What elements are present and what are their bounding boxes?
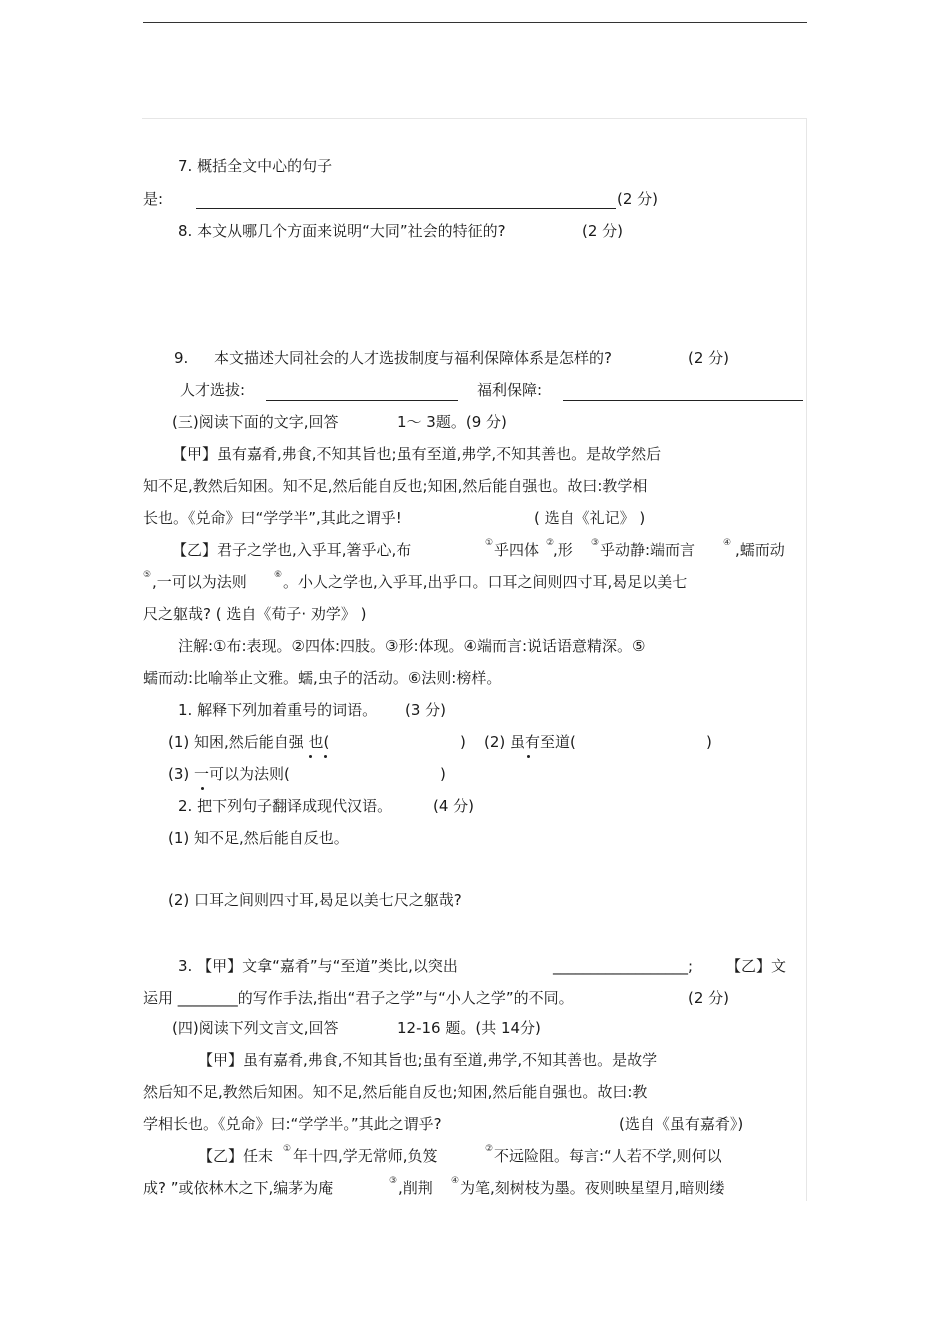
s3-q2-score: (4 分) (433, 797, 475, 815)
s3-jia-source: ( 选自《礼记》 ) (534, 509, 646, 527)
s3-yi-line-1e: ,蠕而动 (735, 541, 785, 559)
s4-yi-line-2c: 为笔,刻树枝为墨。夜则映星望月,暗则缕 (460, 1179, 725, 1197)
emphasis-dot-qiang (309, 755, 312, 758)
footnote-marker-1: ① (485, 538, 494, 548)
s3-q1-item-2[interactable]: (2) 虽有至道( (484, 733, 576, 751)
q7-prompt-cont: 是: (143, 190, 164, 208)
s3-yi-line-1a: 【乙】君子之学也,入乎耳,箸乎心,布 (172, 541, 412, 559)
s4-heading: (四)阅读下列文言文,回答 (172, 1019, 339, 1037)
s3-q1-item-1-close: ) (460, 733, 466, 751)
footnote-marker-6: ⑥ (274, 570, 283, 580)
s4-yi-line-1c: 不远险阻。每言:“人若不学,则何以 (494, 1147, 722, 1165)
s4-yi-line-2b: ,削荆 (398, 1179, 433, 1197)
s3-q3-prompt: 3. 【甲】文拿“嘉肴”与“至道”类比,以突出 (178, 957, 458, 975)
s4-yi-line-1a: 【乙】任末 (198, 1147, 274, 1165)
s3-q3-score: (2 分) (688, 989, 730, 1007)
q7-score: (2 分) (617, 190, 659, 208)
q7-prompt: 7. 概括全文中心的句子 (178, 157, 333, 175)
s3-q2-prompt: 2. 把下列句子翻译成现代汉语。 (178, 797, 393, 815)
q8-score: (2 分) (582, 222, 624, 240)
footnote-marker-3: ③ (591, 538, 600, 548)
s4-footnote-marker-4: ④ (451, 1176, 460, 1186)
s4-footnote-marker-1: ① (283, 1144, 292, 1154)
s3-q1-item-2-close: ) (706, 733, 712, 751)
q9-welfare-answer-line[interactable] (563, 400, 803, 401)
q9-talent-label: 人才选拔: (180, 381, 246, 399)
s3-heading: (三)阅读下面的文字,回答 (172, 413, 339, 431)
s3-jia-line-1: 【甲】虽有嘉肴,弗食,不知其旨也;虽有至道,弗学,不知其善也。是故学然后 (172, 445, 662, 463)
page-top-rule (143, 22, 807, 23)
q7-answer-line[interactable] (196, 208, 616, 209)
s4-jia-source: (选自《虽有嘉肴》) (619, 1115, 744, 1133)
s3-yi-line-3: 尺之躯哉? ( 选自《荀子· 劝学》 ) (143, 605, 367, 623)
s3-q3-prompt-b: 【乙】文 (726, 957, 787, 975)
emphasis-dot-sui (527, 755, 530, 758)
s3-jia-line-3: 长也。《兑命》曰“学学半”,其此之谓乎! (143, 509, 402, 527)
footnote-marker-5: ⑤ (143, 570, 152, 580)
s3-q1-item-3-close: ) (440, 765, 446, 783)
s3-heading-range: 1～ 3题。(9 分) (397, 413, 507, 431)
q9-number: 9. (174, 349, 189, 367)
q9-talent-answer-line[interactable] (266, 400, 458, 401)
s3-yi-line-1c: ,形 (553, 541, 573, 559)
s4-footnote-marker-2: ② (485, 1144, 494, 1154)
s3-yi-line-2b: 。小人之学也,入乎耳,出乎口。口耳之间则四寸耳,曷足以美七 (283, 573, 688, 591)
footnote-marker-2: ② (546, 538, 555, 548)
s3-yi-line-2a: ,一可以为法则 (152, 573, 247, 591)
s3-q1-item-1[interactable]: (1) 知困,然后能自强 也( (168, 733, 330, 751)
s3-q1-item-3[interactable]: (3) 一可以为法则( (168, 765, 290, 783)
s3-q1-score: (3 分) (405, 701, 447, 719)
q8-prompt: 8. 本文从哪几个方面来说明“大同”社会的特征的? (178, 222, 506, 240)
q9-welfare-label: 福利保障: (477, 381, 543, 399)
emphasis-dot-yi (201, 787, 204, 790)
s3-yi-line-1b: 乎四体 (494, 541, 540, 559)
s3-q2-item-1: (1) 知不足,然后能自反也。 (168, 829, 349, 847)
s3-q3-prompt-cont[interactable]: 运用 ________的写作手法,指出“君子之学”与“小人之学”的不同。 (143, 989, 574, 1007)
emphasis-dot-ye (324, 755, 327, 758)
q9-prompt: 本文描述大同社会的人才选拔制度与福利保障体系是怎样的? (214, 349, 612, 367)
s4-heading-range: 12-16 题。(共 14分) (397, 1019, 541, 1037)
s4-jia-line-1: 【甲】虽有嘉肴,弗食,不知其旨也;虽有至道,弗学,不知其善也。是故学 (198, 1051, 658, 1069)
s3-yi-line-1d: 乎动静:端而言 (600, 541, 696, 559)
s4-footnote-marker-3: ③ (389, 1176, 398, 1186)
s3-q1-prompt: 1. 解释下列加着重号的词语。 (178, 701, 378, 719)
s4-jia-line-3: 学相长也。《兑命》曰:“学学半。”其此之谓乎? (143, 1115, 442, 1133)
content-frame (142, 118, 807, 1201)
s4-jia-line-2: 然后知不足,教然后知困。知不足,然后能自反也;知困,然后能自强也。故曰:教 (143, 1083, 648, 1101)
s4-yi-line-1b: 年十四,学无常师,负笈 (293, 1147, 438, 1165)
s3-notes-line-1: 注解:①布:表现。②四体:四肢。③形:体现。④端而言:说话语意精深。⑤ (178, 637, 646, 655)
q9-score: (2 分) (688, 349, 730, 367)
s4-yi-line-2a: 成? ”或依林木之下,编茅为庵 (143, 1179, 334, 1197)
footnote-marker-4: ④ (723, 538, 732, 548)
s3-q3-blank[interactable]: __________________; (553, 957, 694, 975)
s3-jia-line-2: 知不足,教然后知困。知不足,然后能自反也;知困,然后能自强也。故曰:教学相 (143, 477, 648, 495)
s3-q2-item-2: (2) 口耳之间则四寸耳,曷足以美七尺之躯哉? (168, 891, 462, 909)
s3-notes-line-2: 蠕而动:比喻举止文雅。蠕,虫子的活动。⑥法则:榜样。 (143, 669, 502, 687)
